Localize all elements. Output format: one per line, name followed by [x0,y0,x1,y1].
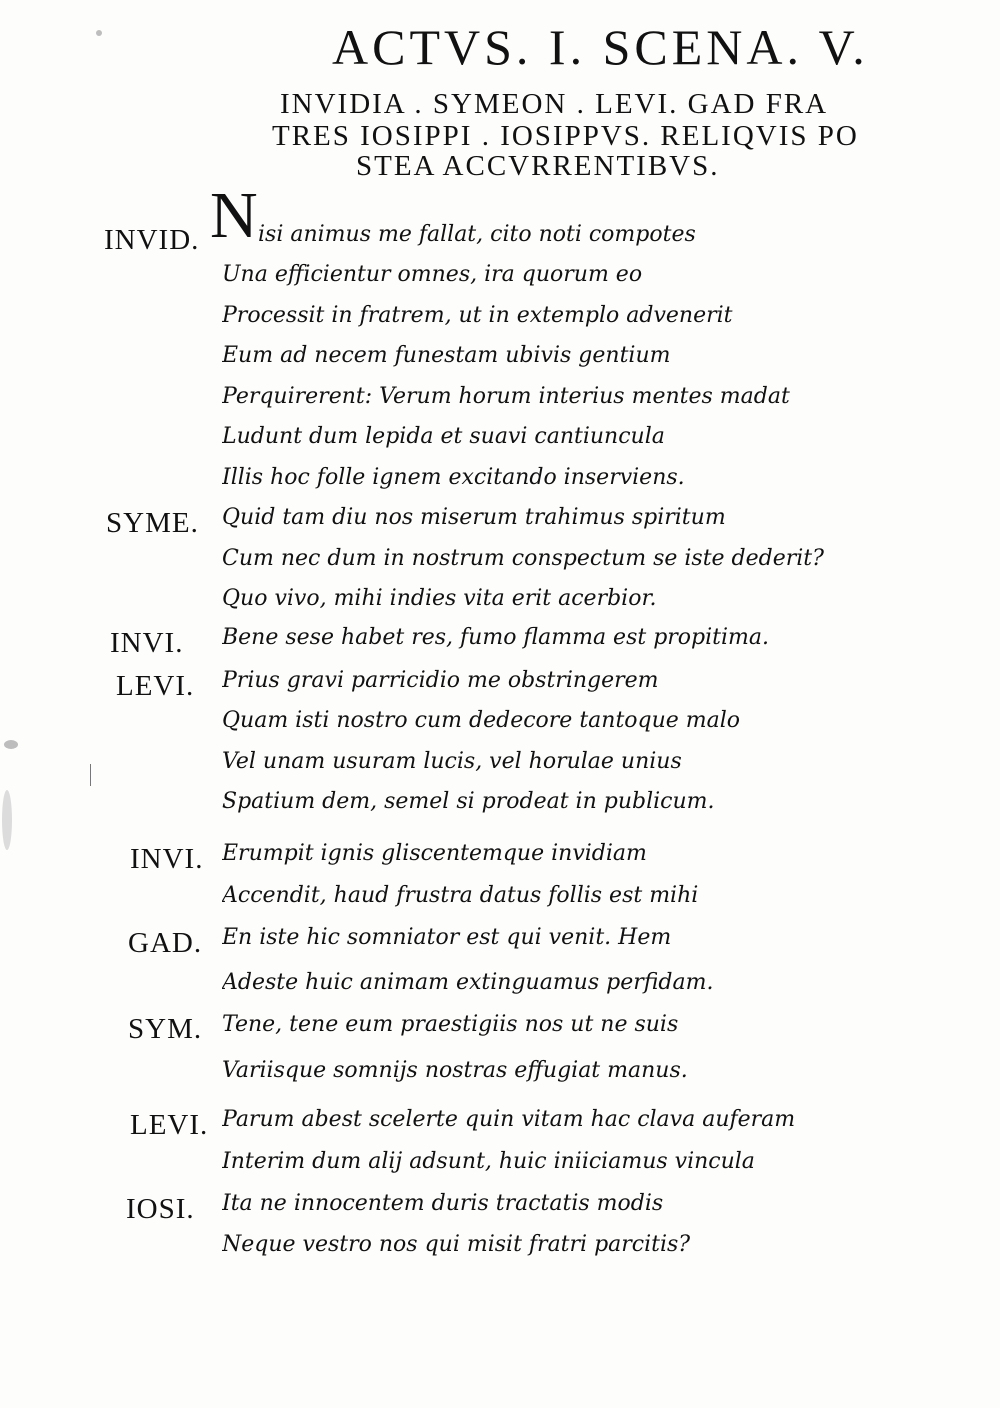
verse-line: Quo vivo, mihi indies vita erit acerbior. [222,586,657,611]
speaker-label: INVID. [104,224,200,256]
speaker-label: GAD. [128,927,203,959]
dramatis-personae-line-1: INVIDIA . SYMEON . LEVI. GAD FRA [280,88,829,120]
verse-line: Ludunt dum lepida et suavi cantiuncula [222,424,665,449]
dramatis-personae-line-3: STEA ACCVRRENTIBVS. [356,150,720,182]
verse-line: Bene sese habet res, fumo flamma est propitima. [222,625,770,650]
verse-line: Variisque somnijs nostras effugiat manus. [222,1058,688,1083]
paper-stain [2,790,12,850]
speaker-label: LEVI. [116,670,195,702]
verse-line: Ita ne innocentem duris tractatis modis [222,1191,664,1216]
verse-line: Erumpit ignis gliscentemque invidiam [222,841,647,866]
verse-line: Spatium dem, semel si prodeat in publicum. [222,789,715,814]
speaker-label: INVI. [130,843,204,875]
verse-line: Interim dum alij adsunt, huic iniiciamus vincula [222,1149,755,1174]
decorated-initial: N [210,179,258,252]
verse-line: Quam isti nostro cum dedecore tantoque malo [222,708,741,733]
verse-line: Prius gravi parricidio me obstringerem [222,668,659,693]
verse-line: En iste hic somniator est qui venit. Hem [222,925,672,950]
speaker-label: LEVI. [130,1109,209,1141]
verse-line: Eum ad necem funestam ubivis gentium [222,343,671,368]
verse-line: Una efficientur omnes, ira quorum eo [222,262,643,287]
verse-line: isi animus me fallat, cito noti compotes [258,222,696,247]
dramatis-personae-line-2: TRES IOSIPPI . IOSIPPVS. RELIQVIS PO [272,120,859,152]
verse-line: Adeste huic animam extinguamus perfidam. [222,970,714,995]
act-scene-title: ACTVS. I. SCENA. V. [332,19,869,75]
speaker-label: IOSI. [126,1193,195,1225]
verse-line: Parum abest scelerte quin vitam hac clava auferam [222,1107,796,1132]
verse-line: Tene, tene eum praestigiis nos ut ne suis [222,1012,679,1037]
verse-line: Vel unam usuram lucis, vel horulae unius [222,749,682,774]
verse-line: Neque vestro nos qui misit fratri parcitis? [222,1232,691,1257]
verse-line: Perquirerent: Verum horum interius mentes madat [222,384,790,409]
ink-speck [4,740,18,749]
speaker-label: SYME. [106,507,199,539]
verse-line: Quid tam diu nos miserum trahimus spiritum [222,505,726,530]
verse-line: Processit in fratrem, ut in extemplo advenerit [222,303,733,328]
margin-mark [90,764,91,786]
verse-line: Illis hoc folle ignem excitando inserviens. [222,465,685,490]
speaker-label: INVI. [110,627,184,659]
verse-line: Accendit, haud frustra datus follis est mihi [222,883,699,908]
speaker-label: SYM. [128,1013,203,1045]
ink-speck [96,30,102,36]
verse-line: Cum nec dum in nostrum conspectum se iste dederit? [222,546,824,571]
